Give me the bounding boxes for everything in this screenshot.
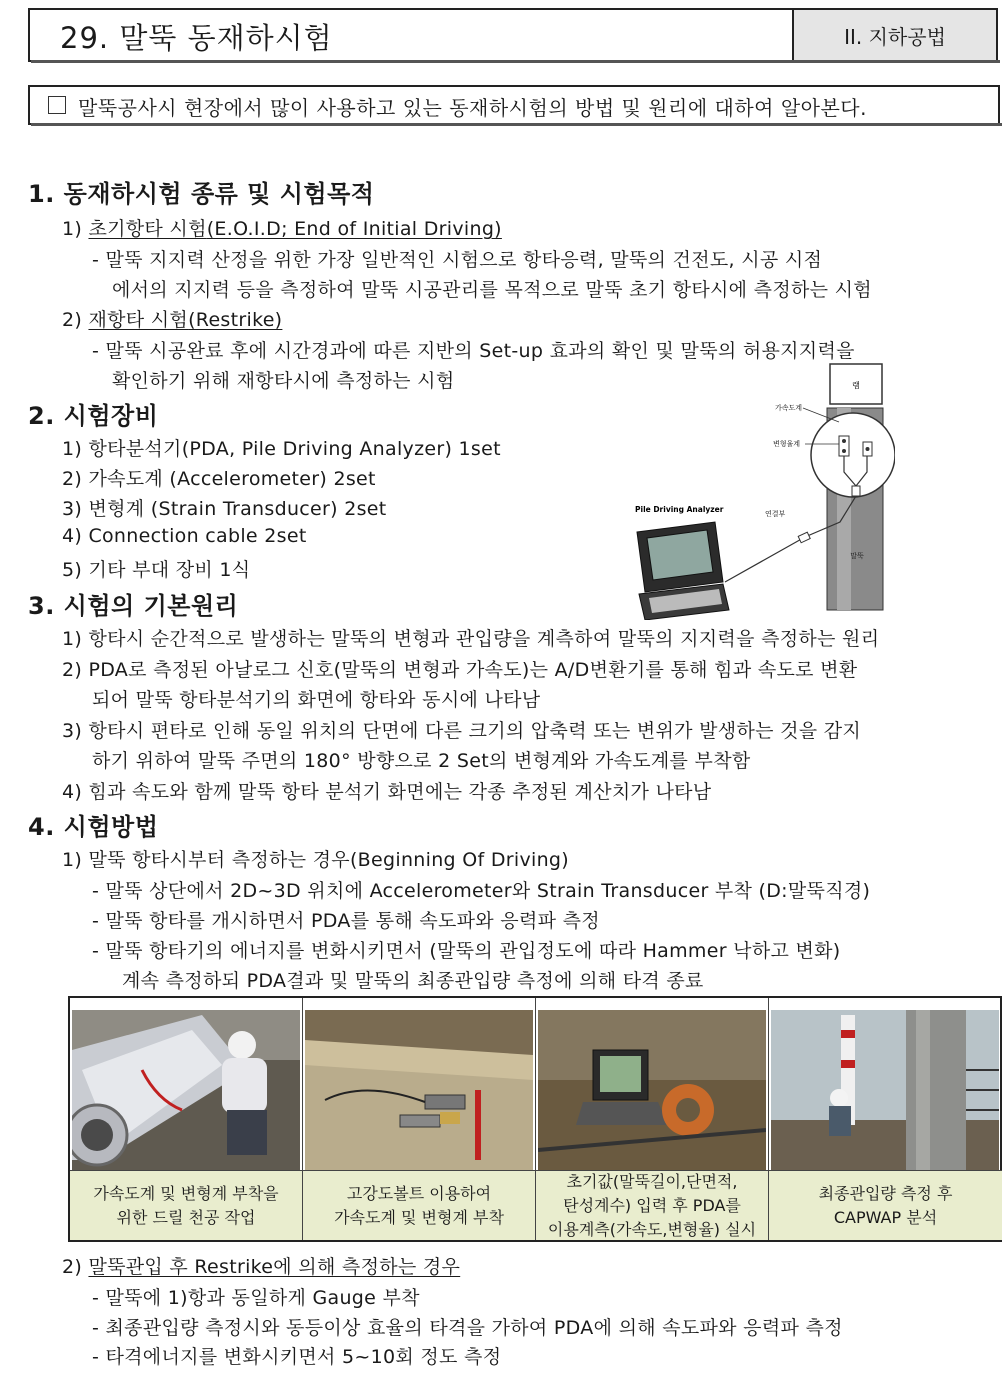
checkbox-square-icon [48,96,66,114]
photo-cell [303,998,536,1240]
intro-shadow [31,123,1002,126]
sec1-item-1 [62,214,502,241]
strain-label: 변형율계 [773,440,801,448]
method-2-desc: - 말뚝에 1)항과 동일하게 Gauge 부착 [92,1287,420,1309]
pile-label: 말뚝 [850,552,864,560]
gauge-attach-photo [305,1010,533,1170]
item-title: 재항타 시험 [88,309,189,331]
equipment-item: 2) 가속도계 (Accelerometer) 2set [62,468,376,490]
page-header [28,8,998,62]
caption-line: 위한 드릴 천공 작업 [116,1207,256,1227]
caption-line: 탄성계수) 입력 후 PDA를 [563,1195,741,1215]
intro-box [28,85,1000,125]
caption-line: 가속도계 및 변형계 부착 [334,1207,504,1227]
caption-line: 최종관입량 측정 후 [818,1183,953,1203]
connector-label: 연결부 [765,510,786,518]
drilling-photo [72,1010,300,1170]
photo-cell [536,998,769,1240]
caption-line: 고강도볼트 이용하여 [346,1183,492,1203]
method-1-desc: 계속 측정하되 PDA결과 및 말뚝의 최종관입량 측정에 의해 타격 종료 [122,970,704,992]
intro-text: 말뚝공사시 현장에서 많이 사용하고 있는 동재하시험의 방법 및 원리에 대하여 알아본다. [78,96,867,120]
item-title: 초기항타 시험 [88,218,207,240]
method-1-desc: - 말뚝 항타기의 에너지를 변화시키면서 (말뚝의 관입정도에 따라 Hammer 낙하고 변화) [92,940,841,962]
photo-caption [70,1170,302,1240]
equipment-item: 1) 항타분석기(PDA, Pile Driving Analyzer) 1set [62,438,501,460]
page-title: 29. 말뚝 동재하시험 [60,21,333,55]
connector-icon [852,486,860,496]
ram-label: 램 [852,381,860,390]
sec1-item-2-desc-1: - 말뚝 시공완료 후에 시간경과에 따른 지반의 Set-up 효과의 확인 및 말뚝의 허용지지력을 [92,340,855,362]
method-2-desc: - 최종관입량 측정시와 동등이상 효율의 타격을 가하여 PDA에 의해 속도파와 응력파 측정 [92,1317,843,1339]
sec1-item-1-desc-2: 에서의 지지력 등을 측정하여 말뚝 시공관리를 목적으로 말뚝 초기 항타시에 측정하는 시험 [112,279,872,301]
item-number: 1) [62,218,83,240]
method-1-desc: - 말뚝 상단에서 2D~3D 위치에 Accelerometer와 Strain Transducer 부착 (D:말뚝직경) [92,880,871,902]
equipment-item: 3) 변형계 (Strain Transducer) 2set [62,498,387,520]
photo-cell [70,998,303,1240]
capwap-photo [771,1010,999,1170]
item-number: 2) [62,1256,83,1278]
method-1: 1) 말뚝 항타시부터 측정하는 경우(Beginning Of Driving) [62,849,569,871]
category-label: II. 지하공법 [792,10,996,60]
section-2-heading: 2. 시험장비 [28,402,159,430]
section-1-heading: 1. 동재하시험 종류 및 시험목적 [28,180,375,208]
photo-table [68,996,1002,1242]
equipment-item: 4) Connection cable 2set [62,525,307,547]
method-1-desc: - 말뚝 항타를 개시하면서 PDA를 통해 속도파와 응력파 측정 [92,910,600,932]
principle-line: 2) PDA로 측정된 아날로그 신호(말뚝의 변형과 가속도)는 A/D변환기를 통해 힘과 속도로 변환 [62,659,858,681]
item-title-rest: (Restrike) [188,309,283,331]
principle-line: 1) 항타시 순간적으로 발생하는 말뚝의 변형과 관입량을 계측하여 말뚝의 지지력을 측정하는 원리 [62,628,880,650]
photo-caption [769,1170,1002,1240]
photo-caption [536,1170,768,1240]
principle-line: 하기 위하여 말뚝 주면의 180° 방향으로 2 Set의 변형계와 가속도계를 부착함 [92,750,751,772]
item-title: 말뚝관입 후 Restrike에 의해 측정하는 경우 [88,1256,461,1278]
accel-label: 가속도계 [775,404,803,412]
pda-measure-photo [538,1010,766,1170]
principle-line: 되어 말뚝 항타분석기의 화면에 항타와 동시에 나타남 [92,689,541,711]
item-title-rest: (E.O.I.D; End of Initial Driving) [206,218,502,240]
method-2 [62,1252,460,1279]
sec1-item-2 [62,305,282,332]
caption-line: 이용계측(가속도,변형율) 실시 [547,1219,757,1239]
method-2-desc: - 타격에너지를 변화시키면서 5~10회 정도 측정 [92,1346,502,1368]
caption-line: CAPWAP 분석 [833,1207,938,1227]
sec1-item-1-desc-1: - 말뚝 지지력 산정을 위한 가장 일반적인 시험으로 항타응력, 말뚝의 건전도, 시공 시점 [92,249,823,271]
caption-line: 초기값(말뚝길이,단면적, [566,1171,738,1191]
principle-line: 3) 항타시 편타로 인해 동일 위치의 단면에 다른 크기의 압축력 또는 변위가 발생하는 것을 감지 [62,720,862,742]
magnifier-circle [811,413,895,497]
photo-caption [303,1170,535,1240]
header-shadow [31,60,1000,63]
principle-line: 4) 힘과 속도와 함께 말뚝 항타 분석기 화면에는 각종 추정된 계산치가 나타남 [62,781,712,803]
item-number: 2) [62,309,83,331]
sec1-item-2-desc-2: 확인하기 위해 재항타시에 측정하는 시험 [112,370,455,392]
caption-line: 가속도계 및 변형계 부착을 [93,1183,279,1203]
section-4-heading: 4. 시험방법 [28,813,159,841]
pda-setup-diagram [625,362,895,620]
pda-label: Pile Driving Analyzer [635,505,724,514]
photo-cell [769,998,1002,1240]
section-3-heading: 3. 시험의 기본원리 [28,592,239,620]
equipment-item: 5) 기타 부대 장비 1식 [62,559,251,581]
